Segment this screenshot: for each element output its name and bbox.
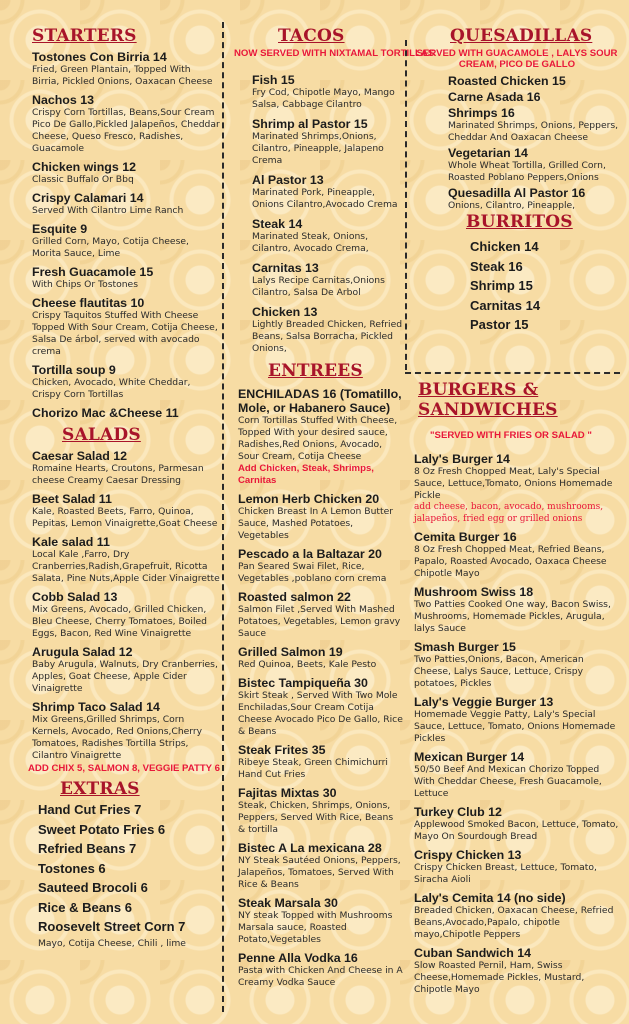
item-description: Applewood Smoked Bacon, Lettuce, Tomato, Mayo On Sourdough Bread: [414, 819, 619, 842]
item-name: ENCHILADAS 16 (Tomatillo, Mole, or Habanero Sauce): [238, 387, 402, 415]
item-name: Al Pastor 13: [252, 173, 324, 187]
menu-item: [238, 492, 403, 542]
salads-list: [32, 449, 220, 762]
item-description: Grilled Corn, Mayo, Cotija Cheese, Morita Sauce, Lime: [32, 236, 189, 259]
starters-list: [32, 50, 220, 420]
item-description: Steak, Chicken, Shrimps, Onions, Peppers, Served With Rice, Beans & tortilla: [238, 800, 394, 835]
menu-item: [32, 50, 220, 88]
menu-item: [32, 296, 220, 358]
item-description: Salmon Filet ,Served With Mashed Potatoes, Vegetables, Lemon gravy Sauce: [238, 604, 401, 639]
item-name: Pescado a la Baltazar 20: [238, 547, 382, 561]
item-description: Slow Roasted Pernil, Ham, Swiss Cheese,Homemade Pickles, Mustard, Chipotle Mayo: [414, 960, 585, 995]
menu-item: [414, 946, 622, 996]
tacos-note: NOW SERVED WITH NIXTAMAL TORTILLAS: [234, 48, 435, 59]
divider-right: [405, 40, 407, 370]
divider-burgers: [405, 372, 620, 374]
salads-title: SALADS: [62, 425, 141, 445]
menu-item: [414, 695, 622, 745]
item-description: Ribeye Steak, Green Chimichurri Hand Cut Fries: [238, 757, 388, 780]
tacos-title: TACOS: [278, 26, 345, 46]
item-name: Mushroom Swiss 18: [414, 585, 534, 599]
item-name: Laly's Cemita 14 (no side): [414, 891, 566, 905]
burgers-note: "SERVED WITH FRIES OR SALAD ": [430, 430, 592, 441]
item-name: Shrimps 16: [448, 106, 515, 120]
item-addon-note: Add Chicken, Steak, Shrimps, Carnitas: [238, 463, 374, 486]
menu-item: [238, 590, 403, 640]
item-name: Steak 14: [252, 217, 303, 231]
menu-item: [238, 547, 403, 585]
menu-item: [238, 951, 403, 989]
item-description: 8 Oz Fresh Chopped Meat, Refried Beans, Papalo, Roasted Avocado, Oaxaca Cheese Chipotle Mayo: [414, 544, 607, 579]
item-name: Steak Marsala 30: [238, 896, 338, 910]
item-description: Local Kale ,Farro, Dry Cranberries,Radish,Grapefruit, Ricotta Salata, Pine Nuts,Apple Cider Vinaigrette: [32, 549, 220, 584]
salads-addon-note: ADD CHIX 5, SALMON 8, VEGGIE PATTY 6: [28, 763, 220, 774]
menu-item: [32, 535, 220, 585]
simple-item: Chicken 14: [470, 239, 539, 254]
item-description: Two Patties Cooked One way, Bacon Swiss, Mushrooms, Homemade Pickles, Arugula, lalys Sauce: [414, 599, 611, 634]
menu-item: [32, 265, 220, 291]
menu-item: [252, 173, 403, 211]
item-description: Corn Tortillas Stuffed With Cheese, Topped With your desired sauce, Radishes,Red Onions, Avocado, Sour Cream, Cotija Cheese: [238, 415, 398, 462]
item-name: Chicken wings 12: [32, 160, 136, 174]
quesadillas-list: [414, 74, 620, 212]
item-description: 50/50 Beef And Mexican Chorizo Topped With Cheddar Cheese, Fresh Guacamole, Lettuce: [414, 764, 602, 799]
item-name: Fajitas Mixtas 30: [238, 786, 337, 800]
item-name: Crispy Chicken 13: [414, 848, 522, 862]
menu-item: [414, 640, 622, 690]
item-description: Mix Greens, Avocado, Grilled Chicken, Bleu Cheese, Cherry Tomatoes, Boiled Eggs, Bacon, Red Wine Vinaigrette: [32, 604, 207, 639]
item-description: 8 Oz Fresh Chopped Meat, Laly's Special Sauce, Lettuce,Tomato, Onions Homemade Pickle: [414, 466, 613, 501]
item-description: Romaine Hearts, Croutons, Parmesan cheese Creamy Caesar Dressing: [32, 463, 204, 486]
item-description: Onions, Cilantro, Pineapple,: [448, 200, 576, 211]
item-name: Cuban Sandwich 14: [414, 946, 532, 960]
item-description: Marinated Shrimps,Onions, Cilantro, Pineapple, Jalapeno Crema: [252, 131, 384, 166]
item-description: Chicken Breast In A Lemon Butter Sauce, Mashed Potatoes, Vegetables: [238, 506, 394, 541]
menu-item: [238, 786, 403, 836]
simple-item: Sweet Potato Fries 6: [38, 821, 166, 837]
menu-item: [414, 891, 622, 941]
item-description: Crispy Taquitos Stuffed With Cheese Topped With Sour Cream, Cotija Cheese, Salsa De árbol, served with avocado crema: [32, 310, 218, 357]
item-description: Pasta with Chicken And Cheese in A Creamy Vodka Sauce: [238, 965, 403, 988]
extras-corn-desc: Mayo, Cotija Cheese, Chili , lime: [38, 937, 186, 949]
item-description: Pan Seared Swai Filet, Rice, Vegetables ,poblano corn crema: [238, 561, 387, 584]
extras-list: [32, 801, 220, 936]
item-name: Shrimp al Pastor 15: [252, 117, 368, 131]
menu-item: [32, 222, 220, 260]
item-description: Marinated Shrimps, Onions, Peppers, Cheddar And Oaxacan Cheese: [448, 120, 619, 143]
item-description: Red Quinoa, Beets, Kale Pesto: [238, 659, 377, 670]
simple-item: Roosevelt Street Corn 7: [38, 919, 186, 934]
burritos-title: BURRITOS: [466, 212, 573, 232]
item-description: Classic Buffalo Or Bbq: [32, 174, 134, 185]
item-name: Chorizo Mac &Cheese 11: [32, 406, 179, 420]
item-name: Kale salad 11: [32, 535, 110, 549]
menu-item: [32, 191, 220, 217]
item-name: Esquite 9: [32, 222, 88, 236]
item-description: Baby Arugula, Walnuts, Dry Cranberries, Apples, Goat Cheese, Apple Cider Vinaigrette: [32, 659, 218, 694]
quesadillas-note: SERVED WITH GUACAMOLE , LALYS SOUR CREAM, PICO DE GALLO: [416, 48, 618, 70]
simple-item: Carnitas 14: [470, 297, 541, 313]
menu-item: [238, 896, 403, 946]
left-column: [28, 26, 220, 950]
menu-item: [32, 160, 220, 186]
menu-item: [448, 90, 620, 104]
menu-item: [252, 73, 403, 111]
menu-item: [414, 585, 622, 635]
item-name: Laly's Burger 14: [414, 452, 510, 466]
item-name: Fresh Guacamole 15: [32, 265, 154, 279]
menu-item: [238, 645, 403, 671]
menu-item: [32, 93, 220, 155]
item-name: Cheese flautitas 10: [32, 296, 145, 310]
item-name: Mexican Burger 14: [414, 750, 525, 764]
item-name: Tostones Con Birria 14: [32, 50, 167, 64]
item-name: Caesar Salad 12: [32, 449, 128, 463]
menu-item: [32, 406, 220, 420]
menu-item: [32, 645, 220, 695]
menu-item: [238, 387, 403, 487]
quesadillas-title: QUESADILLAS: [450, 26, 593, 46]
burritos-list: [414, 238, 620, 334]
item-name: Grilled Salmon 19: [238, 645, 343, 659]
item-name: Roasted Chicken 15: [448, 74, 566, 88]
tacos-list: [238, 73, 403, 355]
item-description: Mix Greens,Grilled Shrimps, Corn Kernels, Avocado, Red Onions,Cherry Tomatoes, Radishes Tortilla Strips, Cilantro Vinaigrette: [32, 714, 203, 761]
item-name: Cemita Burger 16: [414, 530, 517, 544]
item-description: Skirt Steak , Served With Two Mole Enchiladas,Sour Cream Cotija Cheese Avocado Pico De Gallo, Rice & Beans: [238, 690, 403, 737]
item-description: Crispy Corn Tortillas, Beans,Sour Cream Pico De Gallo,Pickled Jalapeños, Cheddar Cheese, Queso Fresco, Radishes, Guacamole: [32, 107, 220, 154]
entrees-list: [238, 387, 403, 989]
item-name: Tortilla soup 9: [32, 363, 116, 377]
item-description: Lightly Breaded Chicken, Refried Beans, Salsa Borracha, Pickled Onions,: [252, 319, 403, 354]
menu-item: [252, 261, 403, 299]
item-description: NY steak Topped with Mushrooms Marsala sauce, Roasted Potato,Vegetables: [238, 910, 393, 945]
menu-item: [252, 117, 403, 167]
simple-item: Shrimp 15: [470, 278, 533, 293]
item-description: Kale, Roasted Beets, Farro, Quinoa, Pepitas, Lemon Vinaigrette,Goat Cheese: [32, 506, 218, 529]
item-description: Fry Cod, Chipotle Mayo, Mango Salsa, Cabbage Cilantro: [252, 87, 395, 110]
item-name: Carne Asada 16: [448, 90, 541, 104]
item-name: Vegetarian 14: [448, 146, 528, 160]
menu-item: [448, 146, 620, 184]
menu-item: [238, 676, 403, 738]
item-name: Laly's Veggie Burger 13: [414, 695, 554, 709]
item-name: Shrimp Taco Salad 14: [32, 700, 160, 714]
item-description: Served With Cilantro Lime Ranch: [32, 205, 184, 216]
item-name: Smash Burger 15: [414, 640, 516, 654]
menu-item: [238, 841, 403, 891]
simple-item: Rice & Beans 6: [38, 899, 132, 915]
simple-item: Tostones 6: [38, 860, 106, 876]
burgers-title: BURGERS & SANDWICHES: [418, 380, 558, 420]
middle-column: [234, 26, 435, 994]
simple-item: Pastor 15: [470, 317, 529, 332]
item-description: Marinated Steak, Onions, Cilantro, Avocado Crema,: [252, 231, 369, 254]
menu-item: [448, 106, 620, 144]
menu-item: [414, 452, 622, 525]
menu-item: [414, 848, 622, 886]
item-description: Breaded Chicken, Oaxacan Cheese, Refried Beans,Avocado,Papalo, chipotle mayo,Chipotle Peppers: [414, 905, 614, 940]
extras-title: EXTRAS: [60, 779, 140, 799]
item-name: Beet Salad 11: [32, 492, 112, 506]
menu-item: [32, 449, 220, 487]
item-name: Carnitas 13: [252, 261, 319, 275]
divider-left: [222, 22, 224, 1012]
menu-item: [32, 492, 220, 530]
item-name: Fish 15: [252, 73, 295, 87]
item-name: Roasted salmon 22: [238, 590, 351, 604]
menu-item: [414, 530, 622, 580]
item-name: Lemon Herb Chicken 20: [238, 492, 380, 506]
starters-title: STARTERS: [32, 26, 137, 46]
item-name: Penne Alla Vodka 16: [238, 951, 358, 965]
burgers-section: [414, 380, 622, 1001]
item-description: Lalys Recipe Carnitas,Onions Cilantro, Salsa De Arbol: [252, 275, 385, 298]
item-description: With Chips Or Tostones: [32, 279, 138, 290]
item-description: NY Steak Sautéed Onions, Peppers, Jalapeños, Tomatoes, Served With Rice & Beans: [238, 855, 401, 890]
item-description: Whole Wheat Tortilla, Grilled Corn, Roasted Poblano Peppers,Onions: [448, 160, 606, 183]
menu-item: [32, 363, 220, 401]
burgers-list: [414, 452, 622, 996]
item-description: Homemade Veggie Patty, Laly's Special Sauce, Lettuce, Tomato, Onions Homemade Pickles: [414, 709, 616, 744]
right-column: [414, 26, 620, 336]
item-name: Bistec Tampiqueña 30: [238, 676, 368, 690]
item-name: Chicken 13: [252, 305, 318, 319]
simple-item: Refried Beans 7: [38, 841, 137, 856]
menu-item: [252, 217, 403, 255]
menu-item: [238, 743, 403, 781]
simple-item: Sauteed Brocoli 6: [38, 880, 148, 895]
menu-item: [252, 305, 403, 355]
item-description: Crispy Chicken Breast, Lettuce, Tomato, Siracha Aioli: [414, 862, 597, 885]
item-description: Two Patties,Onions, Bacon, American Cheese, Lalys Sauce, Lettuce, Crispy potatoes, Pickles: [414, 654, 584, 689]
item-addon-note: add cheese, bacon, avocado, mushrooms, jalapeños, fried egg or grilled onions: [414, 502, 604, 524]
item-description: Chicken, Avocado, White Cheddar, Crispy Corn Tortillas: [32, 377, 191, 400]
item-description: Fried, Green Plantain, Topped With Birria, Pickled Onions, Oaxacan Cheese: [32, 64, 213, 87]
item-name: Bistec A La mexicana 28: [238, 841, 382, 855]
menu-item: [414, 750, 622, 800]
menu-item: [448, 186, 620, 212]
item-name: Quesadilla Al Pastor 16: [448, 186, 586, 200]
item-name: Steak Frites 35: [238, 743, 326, 757]
menu-item: [32, 590, 220, 640]
item-name: Turkey Club 12: [414, 805, 502, 819]
item-name: Crispy Calamari 14: [32, 191, 144, 205]
item-description: Marinated Pork, Pineapple, Onions Cilantro,Avocado Crema: [252, 187, 398, 210]
item-name: Cobb Salad 13: [32, 590, 118, 604]
simple-item: Hand Cut Fries 7: [38, 802, 142, 817]
menu-item: [32, 700, 220, 762]
entrees-title: ENTREES: [268, 361, 363, 381]
menu-item: [414, 805, 622, 843]
simple-item: Steak 16: [470, 258, 523, 274]
menu-item: [448, 74, 620, 88]
item-name: Arugula Salad 12: [32, 645, 133, 659]
item-name: Nachos 13: [32, 93, 94, 107]
